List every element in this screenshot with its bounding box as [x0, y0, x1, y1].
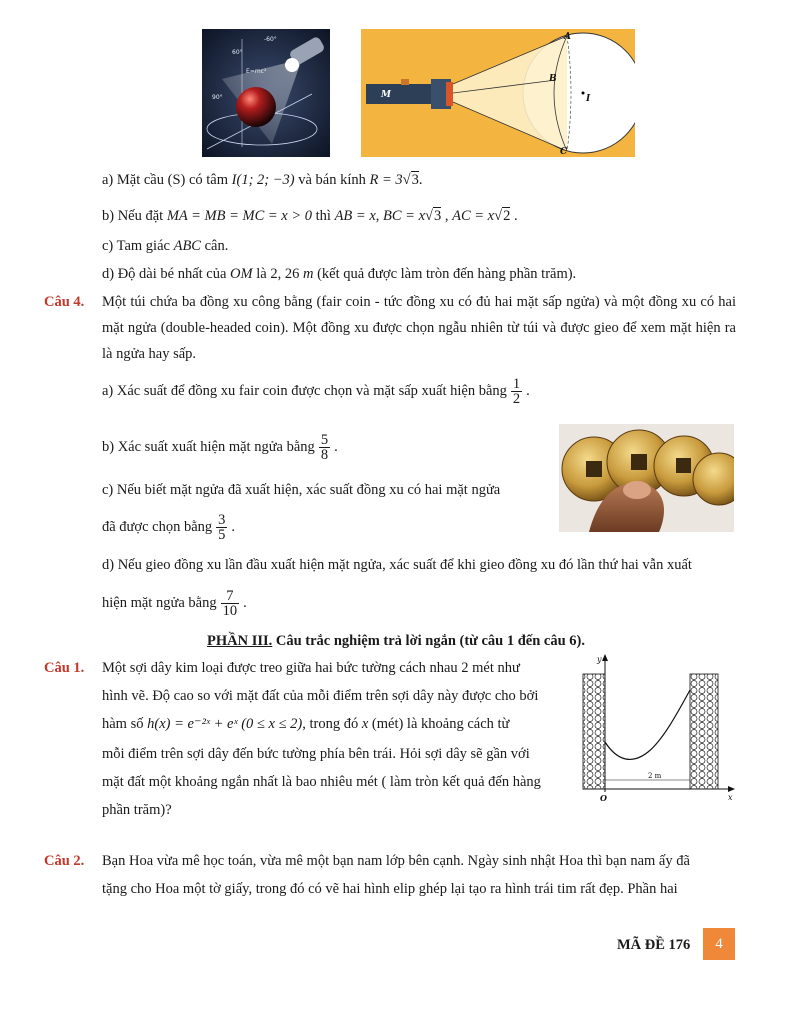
q2-line-1: Bạn Hoa vừa mê học toán, vừa mê một bạn nam lớp bên cạnh. Ngày sinh nhật Hoa thì bạn nam ấy đã: [102, 853, 690, 869]
q4-statement-a: a) Xác suất để đồng xu fair coin được chọn và mặt sấp xuất hiện bằng $\frac{1}{2}$ .: [102, 376, 530, 407]
point-m-label: M: [381, 90, 391, 100]
q4-statement-d-line2: hiện mặt ngửa bằng $\frac{7}{10}$ .: [102, 588, 247, 619]
q1-line-1: Một sợi dây kim loại được treo giữa hai bức tường cách nhau 2 mét như: [102, 660, 520, 676]
question-2-label: Câu 2.: [44, 853, 85, 869]
q1-line-4: mỗi điểm trên sợi dây đến bức tường phía bên trái. Hỏi sợi dây sẽ gần với: [102, 746, 530, 762]
question-4-intro: Một túi chứa ba đồng xu công bằng (fair coin - tức đồng xu có đủ hai mặt sấp ngửa) và một đồng xu có hai mặt ngửa (double-headed coin). Một đồng xu được chọn ngẫu nhiên từ túi và được gieo để xem mặt hiện ra là ngửa hay sấp.: [102, 294, 736, 362]
formula-angle-3: 90°: [212, 94, 223, 101]
fraction: $\frac{5}{8}$: [320, 432, 329, 463]
formula-angle-1: -60°: [264, 36, 277, 43]
page-number: 4: [703, 928, 735, 960]
q1-line-5: mặt đất một khoảng ngắn nhất là bao nhiêu mét ( làm tròn kết quả đến hàng: [102, 774, 541, 790]
q4-statement-d-line1: d) Nếu gieo đồng xu lần đầu xuất hiện mặt ngửa, xác suất để khi gieo đồng xu đó lần thứ hai vẫn xuất: [102, 557, 692, 573]
q4-statement-b: b) Xác suất xuất hiện mặt ngửa bằng $\frac{5}{8}$ .: [102, 432, 338, 463]
point-i-label: I: [586, 94, 591, 104]
q4-statement-c-line1: c) Nếu biết mặt ngửa đã xuất hiện, xác suất đồng xu có hai mặt ngửa: [102, 482, 501, 498]
q1-line-2: hình vẽ. Độ cao so với mặt đất của mỗi điểm trên sợi dây này được cho bởi: [102, 688, 539, 704]
statement-d: d) Độ dài bé nhất của OM là 2, 26 m (kết quả được làm tròn đến hàng phần trăm).: [102, 266, 577, 282]
formula-emc2: E=mc²: [246, 68, 267, 75]
point-b-label: B: [549, 74, 557, 84]
question-1-label: Câu 1.: [44, 660, 85, 676]
y-axis-label: y: [597, 655, 602, 664]
q1-line-3: hàm số h(x) = e⁻²ˣ + eˣ (0 ≤ x ≤ 2), trong đó x (mét) là khoảng cách từ: [102, 716, 510, 732]
coins-photo: [559, 424, 734, 532]
fraction: $\frac{7}{10}$: [222, 588, 238, 619]
origin-label: O: [600, 793, 607, 803]
q4-statement-c-line2: đã được chọn bằng $\frac{3}{5}$ .: [102, 512, 236, 543]
distance-label: 2 m: [648, 772, 662, 780]
light-cone-diagram: [361, 29, 635, 157]
q2-line-2: tặng cho Hoa một tờ giấy, trong đó có vẽ hai hình elip ghép lại tạo ra hình trái tim rất đẹp. Phần hai: [102, 881, 678, 897]
formula-angle-2: 60°: [232, 49, 243, 56]
fraction: $\frac{1}{2}$: [512, 376, 521, 407]
statement-b: b) Nếu đặt MA = MB = MC = x > 0 thì AB = x, BC = x√3 , AC = x√2 .: [102, 208, 518, 224]
statement-c: c) Tam giác ABC cân.: [102, 238, 229, 254]
point-c-label: C: [560, 147, 568, 157]
statement-a: a) Mặt cầu (S) có tâm I(1; 2; −3) và bán kính R = 3√3.: [102, 172, 423, 188]
section-3-heading: PHẦN III. Câu trắc nghiệm trả lời ngắn (từ câu 1 đến câu 6).: [206, 633, 586, 649]
x-axis-label: x: [728, 793, 733, 802]
hanging-wire-diagram: [578, 652, 738, 804]
exam-code: MÃ ĐỀ 176: [617, 937, 691, 953]
question-4-label: Câu 4.: [44, 294, 85, 310]
fraction: $\frac{3}{5}$: [218, 512, 226, 543]
point-a-label: A: [564, 32, 571, 42]
sphere-flashlight-photo: [202, 29, 330, 157]
q1-line-6: phần trăm)?: [102, 802, 172, 818]
